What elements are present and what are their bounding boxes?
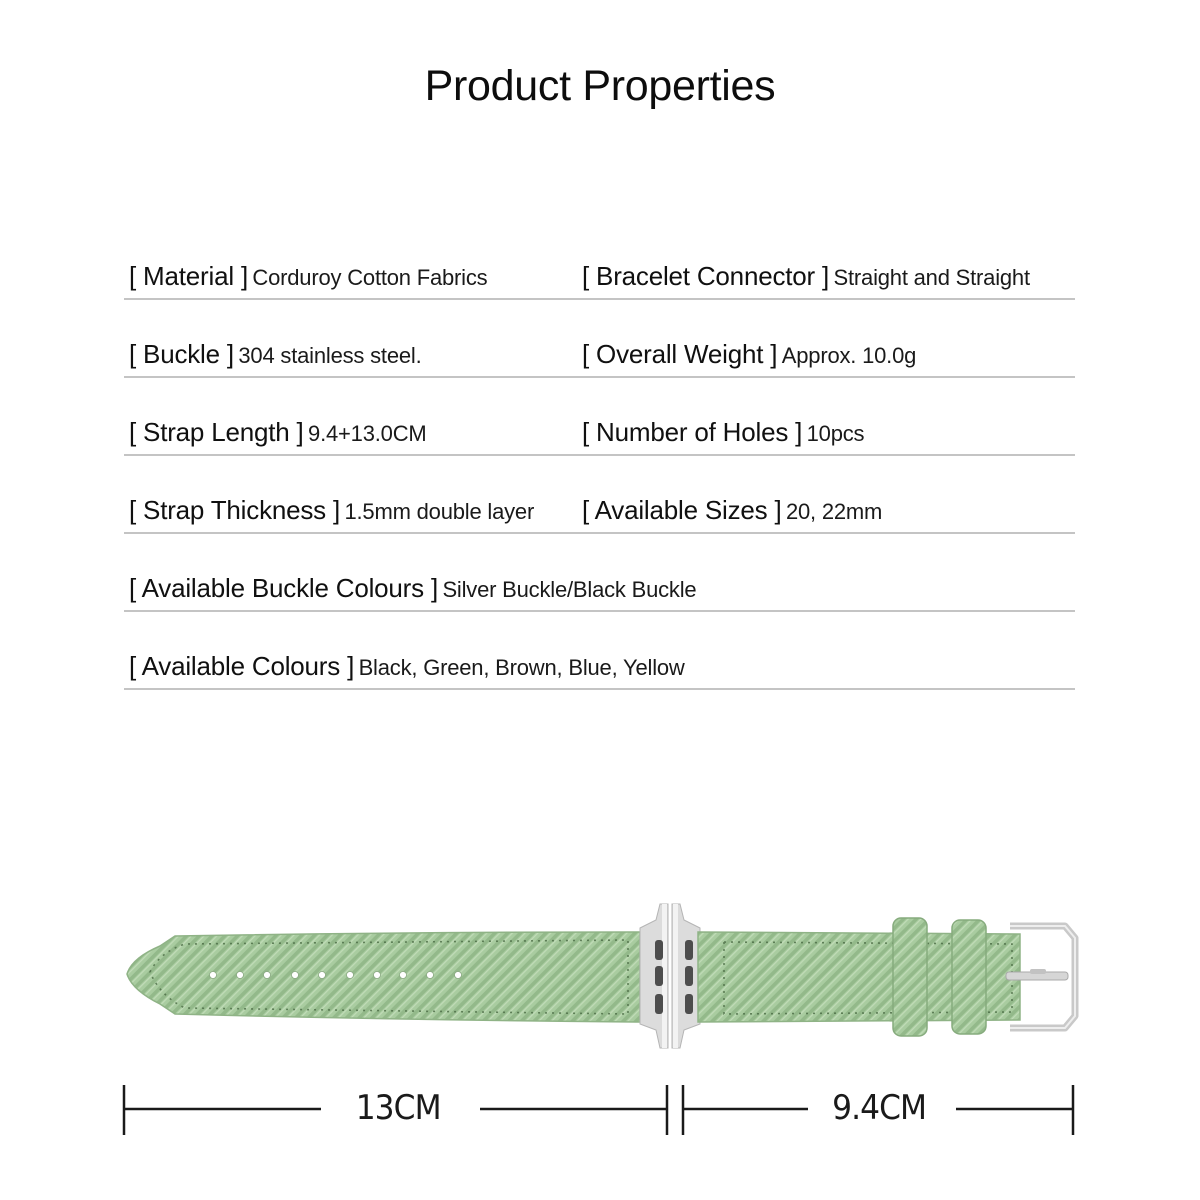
property-row bbox=[124, 414, 1075, 456]
property-value: 10pcs bbox=[806, 421, 865, 446]
watch-strap-illustration bbox=[0, 880, 1200, 1060]
dimension-lines bbox=[0, 1080, 1200, 1140]
property-number-of-holes bbox=[582, 417, 864, 448]
property-label: [ Available Colours ] bbox=[129, 651, 355, 681]
property-label: [ Bracelet Connector ] bbox=[582, 261, 830, 291]
property-buckle bbox=[129, 339, 422, 370]
property-row bbox=[124, 648, 1075, 690]
property-value: Approx. 10.0g bbox=[781, 343, 917, 368]
property-label: [ Available Sizes ] bbox=[582, 495, 782, 525]
strap-keeper bbox=[893, 918, 927, 1036]
property-value: 9.4+13.0CM bbox=[308, 421, 427, 446]
property-row bbox=[124, 492, 1075, 534]
property-label: [ Strap Length ] bbox=[129, 417, 304, 447]
property-row bbox=[124, 570, 1075, 612]
property-buckle-colours bbox=[129, 573, 696, 604]
property-value: Silver Buckle/Black Buckle bbox=[442, 577, 697, 602]
property-bracelet-connector bbox=[582, 261, 1030, 292]
left-connector bbox=[640, 904, 668, 1048]
property-strap-length bbox=[129, 417, 427, 448]
property-label: [ Strap Thickness ] bbox=[129, 495, 341, 525]
property-row bbox=[124, 258, 1075, 300]
measurement-bar bbox=[0, 1080, 1200, 1140]
property-available-sizes bbox=[582, 495, 882, 526]
property-row bbox=[124, 336, 1075, 378]
property-value: 304 stainless steel. bbox=[238, 343, 422, 368]
page-title: Product Properties bbox=[424, 62, 776, 110]
property-label: [ Number of Holes ] bbox=[582, 417, 803, 447]
strap-keeper bbox=[952, 920, 986, 1034]
property-value: Straight and Straight bbox=[833, 265, 1030, 290]
right-connector bbox=[672, 904, 700, 1048]
property-value: Corduroy Cotton Fabrics bbox=[252, 265, 488, 290]
short-piece-length: 9.4CM bbox=[832, 1088, 927, 1128]
property-overall-weight bbox=[582, 339, 916, 370]
property-label: [ Overall Weight ] bbox=[582, 339, 778, 369]
property-value: Black, Green, Brown, Blue, Yellow bbox=[358, 655, 685, 680]
property-value: 20, 22mm bbox=[785, 499, 883, 524]
property-value: 1.5mm double layer bbox=[344, 499, 535, 524]
property-material bbox=[129, 261, 487, 292]
property-available-colours bbox=[129, 651, 685, 682]
property-label: [ Material ] bbox=[129, 261, 248, 291]
property-label: [ Buckle ] bbox=[129, 339, 234, 369]
property-strap-thickness bbox=[129, 495, 534, 526]
property-label: [ Available Buckle Colours ] bbox=[129, 573, 438, 603]
watch-strap-image bbox=[0, 880, 1200, 1060]
long-piece-length: 13CM bbox=[355, 1088, 441, 1128]
